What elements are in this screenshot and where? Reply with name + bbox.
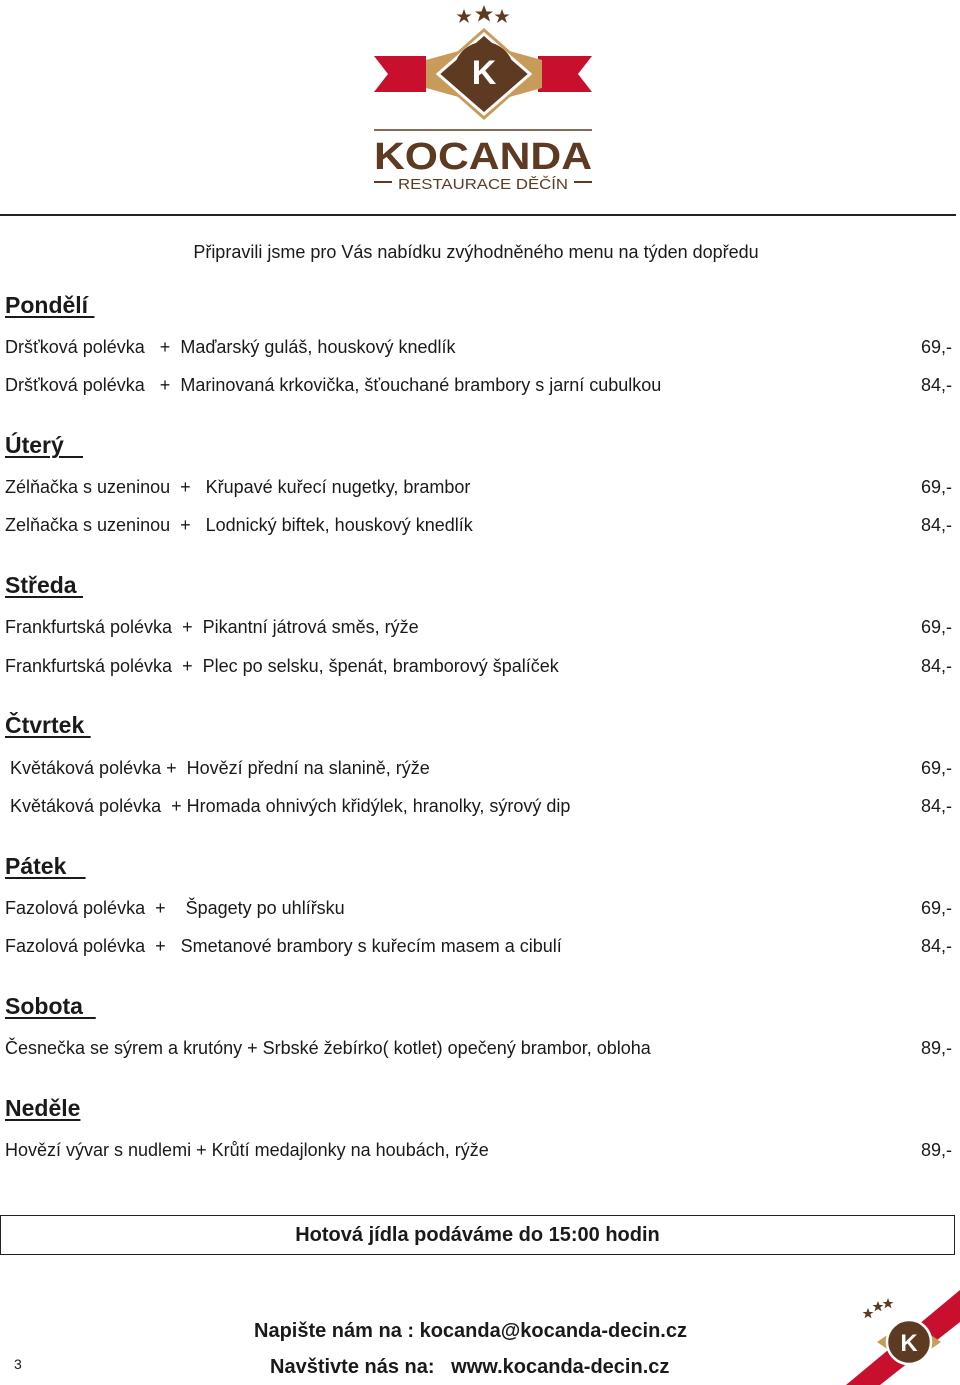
- menu-item-price: 69,-: [920, 898, 952, 918]
- menu-item-dish: Fazolová polévka + Smetanové brambory s kuřecím masem a cibulí: [5, 936, 562, 956]
- menu-item: [5, 337, 952, 361]
- menu-item-price: 84,-: [920, 656, 952, 676]
- menu-item-dish: Dršťková polévka + Maďarský guláš, houskový knedlík: [5, 337, 456, 357]
- kocanda-logo: [0, 0, 960, 214]
- menu-item: [5, 515, 952, 539]
- menu-item: [5, 936, 952, 960]
- corner-logo-icon: [846, 1282, 960, 1385]
- menu-item-price: 84,-: [920, 375, 952, 395]
- menu-item: [5, 758, 952, 782]
- menu-item-dish: Frankfurtská polévka + Pikantní játrová směs, rýže: [5, 617, 419, 637]
- menu-item-price: 84,-: [920, 796, 952, 816]
- menu-item-price: 69,-: [920, 337, 952, 357]
- intro-text: Připravili jsme pro Vás nabídku zvýhodněného menu na týden dopředu: [193, 242, 759, 262]
- logo-letter: K: [471, 54, 497, 92]
- menu-item: [5, 477, 952, 501]
- menu-item-price: 69,-: [920, 617, 952, 637]
- brand-name: KOCANDA: [374, 136, 592, 178]
- header-divider: [0, 214, 956, 216]
- menu-item: [5, 656, 952, 680]
- day-heading-saturday: Sobota: [5, 993, 96, 1019]
- contact-web-line[interactable]: Navštivte nás na: www.kocanda-decin.cz: [270, 1356, 670, 1378]
- menu-item: [5, 796, 952, 820]
- menu-item-price: 84,-: [920, 515, 952, 535]
- menu-item-price: 84,-: [920, 936, 952, 956]
- corner-logo-letter: K: [900, 1330, 918, 1357]
- menu-item-price: 69,-: [920, 477, 952, 497]
- menu-item-dish: Česnečka se sýrem a krutóny + Srbské žebírko( kotlet) opečený brambor, obloha: [5, 1038, 651, 1058]
- day-heading-thursday: Čtvrtek: [5, 712, 91, 738]
- menu-item-dish: Frankfurtská polévka + Plec po selsku, špenát, bramborový špalíček: [5, 656, 559, 676]
- menu-item-dish: Květáková polévka + Hromada ohnivých křidýlek, hranolky, sýrový dip: [5, 796, 571, 816]
- menu-item-dish: Fazolová polévka + Špagety po uhlířsku: [5, 898, 345, 918]
- menu-item-dish: Květáková polévka + Hovězí přední na slanině, rýže: [5, 758, 430, 778]
- day-heading-sunday: Neděle: [5, 1095, 81, 1121]
- menu-item: [5, 1140, 952, 1164]
- day-heading-monday: Pondělí: [5, 292, 95, 318]
- menu-item-dish: Hovězí vývar s nudlemi + Krůtí medajlonky na houbách, rýže: [5, 1140, 489, 1160]
- menu-item: [5, 1038, 952, 1062]
- menu-item-dish: Dršťková polévka + Marinovaná krkovička, šťouchané brambory s jarní cubulkou: [5, 375, 662, 395]
- stars-icon: [457, 5, 510, 23]
- logo-emblem: [432, 28, 536, 120]
- day-heading-tuesday: Úterý: [5, 432, 83, 458]
- day-heading-wednesday: Středa: [5, 572, 83, 598]
- menu-item-price: 69,-: [920, 758, 952, 778]
- menu-item-dish: Zélňačka s uzeninou + Křupavé kuřecí nugetky, brambor: [5, 477, 471, 497]
- contact-email-line[interactable]: Napište nám na : kocanda@kocanda-decin.cz: [254, 1320, 687, 1342]
- brand-subtitle: RESTAURACE DĚČÍN: [398, 176, 568, 193]
- menu-item-price: 89,-: [920, 1038, 952, 1058]
- menu-item: [5, 898, 952, 922]
- menu-item: [5, 617, 952, 641]
- serving-hours-notice: Hotová jídla podáváme do 15:00 hodin: [0, 1215, 955, 1255]
- page-number: 3: [14, 1356, 22, 1372]
- header: [0, 0, 960, 214]
- day-heading-friday: Pátek: [5, 853, 86, 879]
- menu-item-price: 89,-: [920, 1140, 952, 1160]
- menu-item: [5, 375, 952, 399]
- menu-item-dish: Zelňačka s uzeninou + Lodnický biftek, houskový knedlík: [5, 515, 473, 535]
